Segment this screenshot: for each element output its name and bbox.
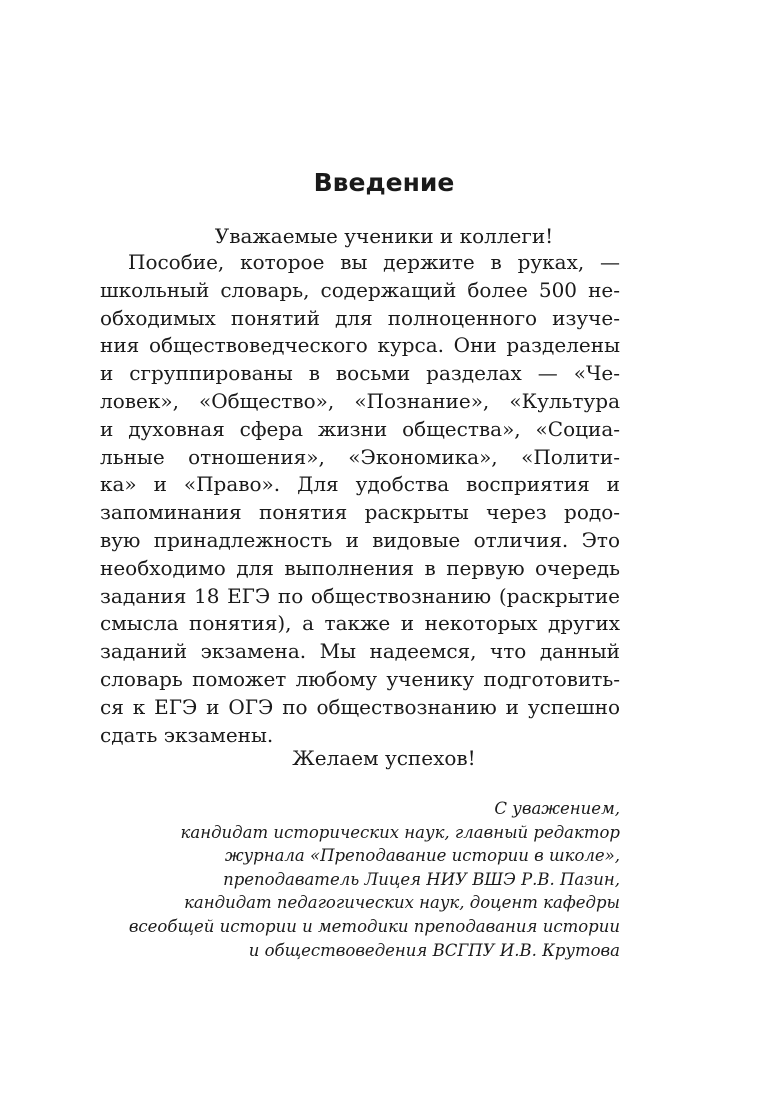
body-line: школьный словарь, содержащий более 500 не-: [100, 277, 620, 302]
signature-block: [90, 797, 620, 962]
body-line: вую принадлежность и видовые отличия. Это: [100, 527, 620, 552]
body-line: ся к ЕГЭ и ОГЭ по обществознанию и успешно: [100, 694, 620, 719]
body-line: необходимо для выполнения в первую очередь: [100, 555, 620, 580]
page-title: Введение: [313, 168, 455, 197]
body-line: и сгруппированы в восьми разделах — «Че-: [100, 361, 620, 386]
body-line: заданий экзамена. Мы надеемся, что данный: [100, 639, 620, 664]
signature-line: и обществоведения ВСГПУ И.В. Крутова: [248, 940, 620, 960]
signature-line: всеобщей истории и методики преподавания истории: [128, 916, 620, 936]
body-line: сдать экзамены.: [100, 722, 274, 747]
signature-line: кандидат педагогических наук, доцент кафедры: [184, 893, 620, 913]
body-line: Пособие, которое вы держите в руках, —: [128, 250, 620, 274]
body-line: словарь поможет любому ученику подготовить-: [100, 666, 620, 691]
signature-line: преподаватель Лицея НИУ ВШЭ Р.В. Пазин,: [223, 869, 620, 889]
body-line: ловек», «Общество», «Познание», «Культура: [100, 388, 620, 413]
body-line: смысла понятия), а также и некоторых других: [100, 611, 620, 636]
body-line: льные отношения», «Экономика», «Полити-: [100, 444, 620, 469]
body-line: обходимых понятий для полноценного изуче-: [100, 305, 620, 330]
body-line: запоминания понятия раскрыты через родо-: [100, 500, 620, 525]
signature-line: кандидат исторических наук, главный редактор: [180, 822, 620, 842]
body-line: ка» и «Право». Для удобства восприятия и: [100, 472, 620, 497]
greeting: Уважаемые ученики и коллеги!: [214, 224, 554, 248]
body-line: ния обществоведческого курса. Они разделены: [100, 333, 620, 358]
signature-line: С уважением,: [494, 799, 620, 818]
signature-line: журнала «Преподавание истории в школе»,: [224, 846, 620, 866]
body-paragraph: [100, 249, 620, 749]
closing-wish: Желаем успехов!: [292, 746, 476, 770]
body-line: задания 18 ЕГЭ по обществознанию (раскрытие: [100, 583, 620, 608]
body-line: и духовная сфера жизни общества», «Социа-: [100, 416, 620, 441]
